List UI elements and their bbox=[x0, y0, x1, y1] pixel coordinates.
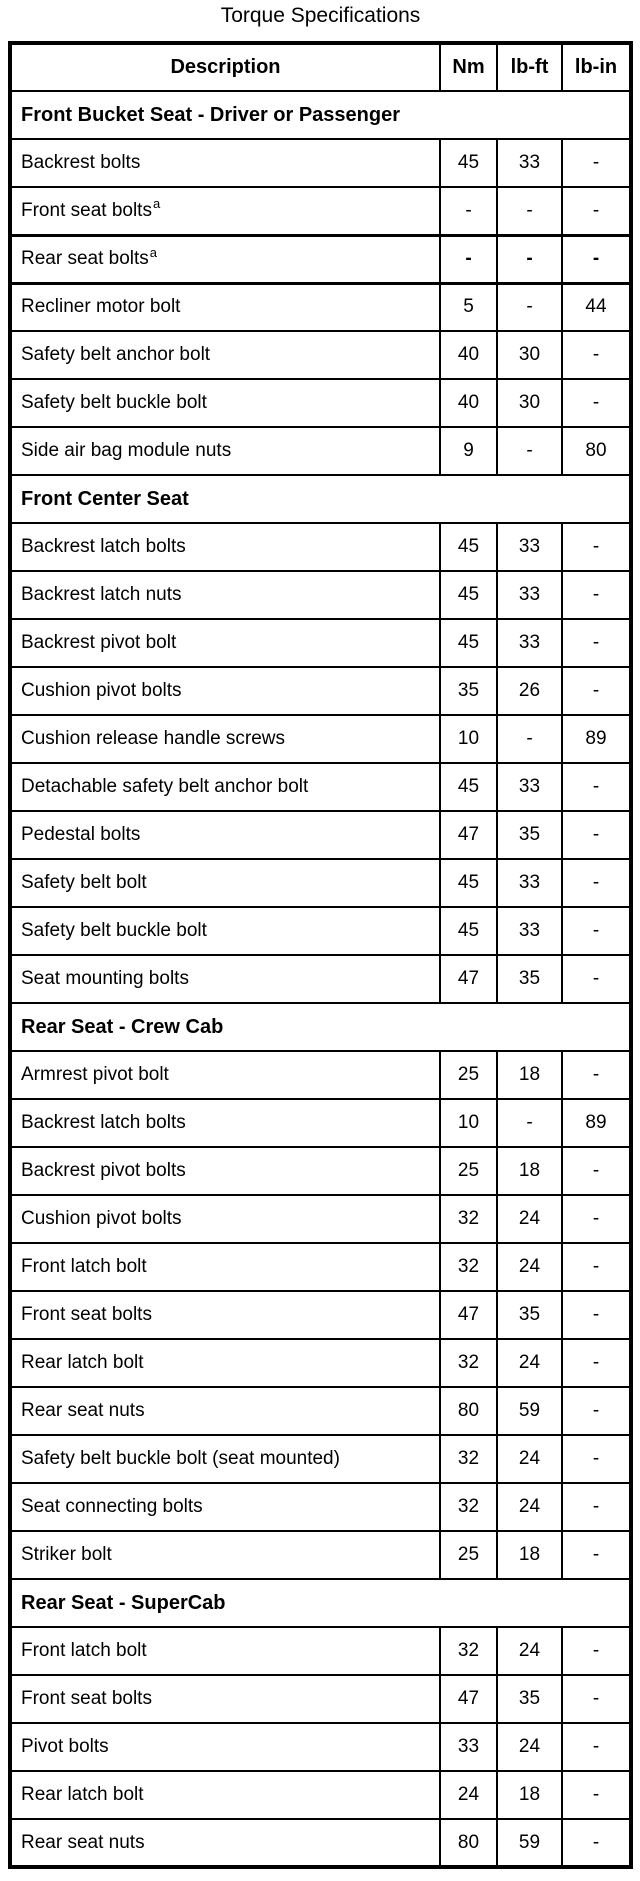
lb-ft-value-cell: 24 bbox=[497, 1243, 562, 1291]
description-cell: Backrest latch bolts bbox=[10, 1099, 440, 1147]
description-cell: Pedestal bolts bbox=[10, 811, 440, 859]
lb-ft-value-cell: 33 bbox=[497, 859, 562, 907]
nm-value-cell: 80 bbox=[440, 1819, 497, 1867]
nm-value-cell: 45 bbox=[440, 139, 497, 187]
nm-value-cell: 47 bbox=[440, 1291, 497, 1339]
description-cell: Front seat bolts bbox=[10, 1291, 440, 1339]
table-row bbox=[10, 283, 631, 331]
section-title: Rear Seat - Crew Cab bbox=[10, 1003, 631, 1051]
description-cell: Rear seat bolts$^a$ bbox=[10, 235, 440, 283]
nm-value-cell: - bbox=[440, 235, 497, 283]
description-cell: Safety belt buckle bolt bbox=[10, 907, 440, 955]
lb-in-value-cell: - bbox=[562, 331, 631, 379]
lb-ft-value-cell: 59 bbox=[497, 1387, 562, 1435]
nm-value-cell: 32 bbox=[440, 1627, 497, 1675]
table-row bbox=[10, 331, 631, 379]
section-title: Front Bucket Seat - Driver or Passenger bbox=[10, 91, 631, 139]
table-row bbox=[10, 1675, 631, 1723]
lb-in-value-cell: 80 bbox=[562, 427, 631, 475]
lb-in-value-cell: 89 bbox=[562, 715, 631, 763]
nm-value-cell: 33 bbox=[440, 1723, 497, 1771]
lb-ft-value-cell: 18 bbox=[497, 1771, 562, 1819]
description-cell: Safety belt buckle bolt bbox=[10, 379, 440, 427]
nm-value-cell: 32 bbox=[440, 1339, 497, 1387]
lb-in-value-cell: 44 bbox=[562, 283, 631, 331]
description-cell: Backrest pivot bolt bbox=[10, 619, 440, 667]
description-cell: Safety belt buckle bolt (seat mounted) bbox=[10, 1435, 440, 1483]
header-row bbox=[10, 43, 631, 91]
lb-ft-value-cell: - bbox=[497, 715, 562, 763]
lb-in-value-cell: - bbox=[562, 523, 631, 571]
description-cell: Detachable safety belt anchor bolt bbox=[10, 763, 440, 811]
table-row bbox=[10, 763, 631, 811]
section-header-row bbox=[10, 91, 631, 139]
lb-ft-value-cell: 33 bbox=[497, 139, 562, 187]
section-header-row bbox=[10, 475, 631, 523]
description-cell: Seat connecting bolts bbox=[10, 1483, 440, 1531]
lb-in-value-cell: - bbox=[562, 1147, 631, 1195]
lb-ft-value-cell: 33 bbox=[497, 907, 562, 955]
table-row bbox=[10, 1435, 631, 1483]
description-cell: Backrest bolts bbox=[10, 139, 440, 187]
table-row bbox=[10, 955, 631, 1003]
lb-in-value-cell: - bbox=[562, 571, 631, 619]
page-title: Torque Specifications bbox=[220, 4, 421, 27]
description-cell: Rear seat nuts bbox=[10, 1819, 440, 1867]
lb-ft-value-cell: 35 bbox=[497, 955, 562, 1003]
table-row bbox=[10, 1195, 631, 1243]
lb-ft-value-cell: 33 bbox=[497, 763, 562, 811]
lb-ft-value-cell: 18 bbox=[497, 1531, 562, 1579]
lb-in-value-cell: - bbox=[562, 379, 631, 427]
lb-ft-value-cell: 59 bbox=[497, 1819, 562, 1867]
nm-value-cell: 10 bbox=[440, 715, 497, 763]
description-cell: Backrest latch bolts bbox=[10, 523, 440, 571]
table-row bbox=[10, 907, 631, 955]
nm-value-cell: 24 bbox=[440, 1771, 497, 1819]
lb-in-value-cell: 89 bbox=[562, 1099, 631, 1147]
lb-in-value-cell: - bbox=[562, 811, 631, 859]
lb-in-value-cell: - bbox=[562, 1387, 631, 1435]
section-header-row bbox=[10, 1579, 631, 1627]
lb-ft-value-cell: 18 bbox=[497, 1147, 562, 1195]
table-row bbox=[10, 715, 631, 763]
lb-ft-value-cell: 30 bbox=[497, 379, 562, 427]
description-cell: Rear latch bolt bbox=[10, 1771, 440, 1819]
lb-in-value-cell: - bbox=[562, 1435, 631, 1483]
lb-ft-value-cell: 24 bbox=[497, 1723, 562, 1771]
lb-ft-value-cell: 18 bbox=[497, 1051, 562, 1099]
lb-in-value-cell: - bbox=[562, 1675, 631, 1723]
description-cell: Side air bag module nuts bbox=[10, 427, 440, 475]
nm-value-cell: 45 bbox=[440, 763, 497, 811]
nm-value-cell: 45 bbox=[440, 859, 497, 907]
lb-ft-value-cell: 24 bbox=[497, 1195, 562, 1243]
lb-ft-value-cell: 24 bbox=[497, 1435, 562, 1483]
description-cell: Front latch bolt bbox=[10, 1243, 440, 1291]
table-row bbox=[10, 571, 631, 619]
nm-value-cell: 40 bbox=[440, 379, 497, 427]
lb-ft-value-cell: 35 bbox=[497, 1675, 562, 1723]
lb-ft-value-cell: - bbox=[497, 187, 562, 235]
lb-in-value-cell: - bbox=[562, 1723, 631, 1771]
nm-value-cell: 10 bbox=[440, 1099, 497, 1147]
table-row bbox=[10, 187, 631, 235]
table-row bbox=[10, 1483, 631, 1531]
lb-in-value-cell: - bbox=[562, 1627, 631, 1675]
description-cell: Front latch bolt bbox=[10, 1627, 440, 1675]
nm-value-cell: 80 bbox=[440, 1387, 497, 1435]
nm-value-cell: 47 bbox=[440, 955, 497, 1003]
table-row bbox=[10, 1147, 631, 1195]
table-row bbox=[10, 619, 631, 667]
description-cell: Safety belt bolt bbox=[10, 859, 440, 907]
lb-in-value-cell: - bbox=[562, 1195, 631, 1243]
nm-value-cell: 40 bbox=[440, 331, 497, 379]
torque-table-body bbox=[10, 91, 631, 1867]
lb-in-value-cell: - bbox=[562, 1531, 631, 1579]
description-cell: Armrest pivot bolt bbox=[10, 1051, 440, 1099]
footnote-marker: a bbox=[149, 244, 158, 260]
footnote-marker: a bbox=[152, 196, 161, 212]
description-cell: Backrest latch nuts bbox=[10, 571, 440, 619]
lb-ft-value-cell: 33 bbox=[497, 619, 562, 667]
lb-in-value-cell: - bbox=[562, 1051, 631, 1099]
nm-value-cell: 32 bbox=[440, 1243, 497, 1291]
description-cell: Seat mounting bolts bbox=[10, 955, 440, 1003]
nm-value-cell: 5 bbox=[440, 283, 497, 331]
lb-ft-value-cell: - bbox=[497, 235, 562, 283]
lb-in-value-cell: - bbox=[562, 235, 631, 283]
table-row bbox=[10, 1291, 631, 1339]
lb-ft-value-cell: - bbox=[497, 427, 562, 475]
nm-value-cell: 45 bbox=[440, 523, 497, 571]
nm-value-cell: 47 bbox=[440, 811, 497, 859]
lb-ft-value-cell: 24 bbox=[497, 1483, 562, 1531]
nm-value-cell: 45 bbox=[440, 619, 497, 667]
lb-in-value-cell: - bbox=[562, 1819, 631, 1867]
nm-value-cell: 32 bbox=[440, 1435, 497, 1483]
lb-ft-value-cell: 33 bbox=[497, 571, 562, 619]
table-row bbox=[10, 427, 631, 475]
lb-in-value-cell: - bbox=[562, 139, 631, 187]
lb-in-value-cell: - bbox=[562, 667, 631, 715]
column-header-description: Description bbox=[10, 43, 440, 91]
table-row bbox=[10, 139, 631, 187]
table-row bbox=[10, 1243, 631, 1291]
nm-value-cell: - bbox=[440, 187, 497, 235]
lb-ft-value-cell: 35 bbox=[497, 1291, 562, 1339]
lb-ft-value-cell: 24 bbox=[497, 1627, 562, 1675]
table-row bbox=[10, 1051, 631, 1099]
lb-ft-value-cell: 24 bbox=[497, 1339, 562, 1387]
nm-value-cell: 32 bbox=[440, 1195, 497, 1243]
table-row bbox=[10, 1531, 631, 1579]
description-cell: Pivot bolts bbox=[10, 1723, 440, 1771]
description-cell: Cushion release handle screws bbox=[10, 715, 440, 763]
description-cell: Rear seat nuts bbox=[10, 1387, 440, 1435]
table-row bbox=[10, 1627, 631, 1675]
description-cell: Safety belt anchor bolt bbox=[10, 331, 440, 379]
table-row bbox=[10, 811, 631, 859]
table-row bbox=[10, 235, 631, 283]
nm-value-cell: 45 bbox=[440, 907, 497, 955]
nm-value-cell: 25 bbox=[440, 1147, 497, 1195]
section-header-row bbox=[10, 1003, 631, 1051]
lb-in-value-cell: - bbox=[562, 187, 631, 235]
table-row bbox=[10, 379, 631, 427]
nm-value-cell: 32 bbox=[440, 1483, 497, 1531]
lb-ft-value-cell: 30 bbox=[497, 331, 562, 379]
lb-in-value-cell: - bbox=[562, 1243, 631, 1291]
lb-ft-value-cell: - bbox=[497, 283, 562, 331]
torque-specifications-table bbox=[8, 41, 633, 1869]
column-header-lb-in: lb-in bbox=[562, 43, 631, 91]
nm-value-cell: 47 bbox=[440, 1675, 497, 1723]
lb-in-value-cell: - bbox=[562, 1483, 631, 1531]
nm-value-cell: 25 bbox=[440, 1531, 497, 1579]
nm-value-cell: 9 bbox=[440, 427, 497, 475]
description-cell: Front seat bolts$^a$ bbox=[10, 187, 440, 235]
column-header-lb-ft: lb-ft bbox=[497, 43, 562, 91]
section-title: Front Center Seat bbox=[10, 475, 631, 523]
table-row bbox=[10, 667, 631, 715]
lb-in-value-cell: - bbox=[562, 763, 631, 811]
lb-ft-value-cell: 26 bbox=[497, 667, 562, 715]
lb-in-value-cell: - bbox=[562, 955, 631, 1003]
table-row bbox=[10, 1099, 631, 1147]
nm-value-cell: 35 bbox=[440, 667, 497, 715]
table-row bbox=[10, 1339, 631, 1387]
table-row bbox=[10, 523, 631, 571]
description-cell: Rear latch bolt bbox=[10, 1339, 440, 1387]
lb-in-value-cell: - bbox=[562, 619, 631, 667]
lb-in-value-cell: - bbox=[562, 1291, 631, 1339]
description-cell: Cushion pivot bolts bbox=[10, 1195, 440, 1243]
lb-ft-value-cell: 33 bbox=[497, 523, 562, 571]
table-row bbox=[10, 1819, 631, 1867]
lb-in-value-cell: - bbox=[562, 859, 631, 907]
description-cell: Front seat bolts bbox=[10, 1675, 440, 1723]
table-row bbox=[10, 1723, 631, 1771]
description-cell: Backrest pivot bolts bbox=[10, 1147, 440, 1195]
lb-ft-value-cell: - bbox=[497, 1099, 562, 1147]
section-title: Rear Seat - SuperCab bbox=[10, 1579, 631, 1627]
description-cell: Cushion pivot bolts bbox=[10, 667, 440, 715]
lb-in-value-cell: - bbox=[562, 1339, 631, 1387]
lb-in-value-cell: - bbox=[562, 1771, 631, 1819]
table-row bbox=[10, 1387, 631, 1435]
table-row bbox=[10, 859, 631, 907]
table-row bbox=[10, 1771, 631, 1819]
column-header-nm: Nm bbox=[440, 43, 497, 91]
lb-ft-value-cell: 35 bbox=[497, 811, 562, 859]
description-cell: Striker bolt bbox=[10, 1531, 440, 1579]
nm-value-cell: 25 bbox=[440, 1051, 497, 1099]
nm-value-cell: 45 bbox=[440, 571, 497, 619]
description-cell: Recliner motor bolt bbox=[10, 283, 440, 331]
lb-in-value-cell: - bbox=[562, 907, 631, 955]
